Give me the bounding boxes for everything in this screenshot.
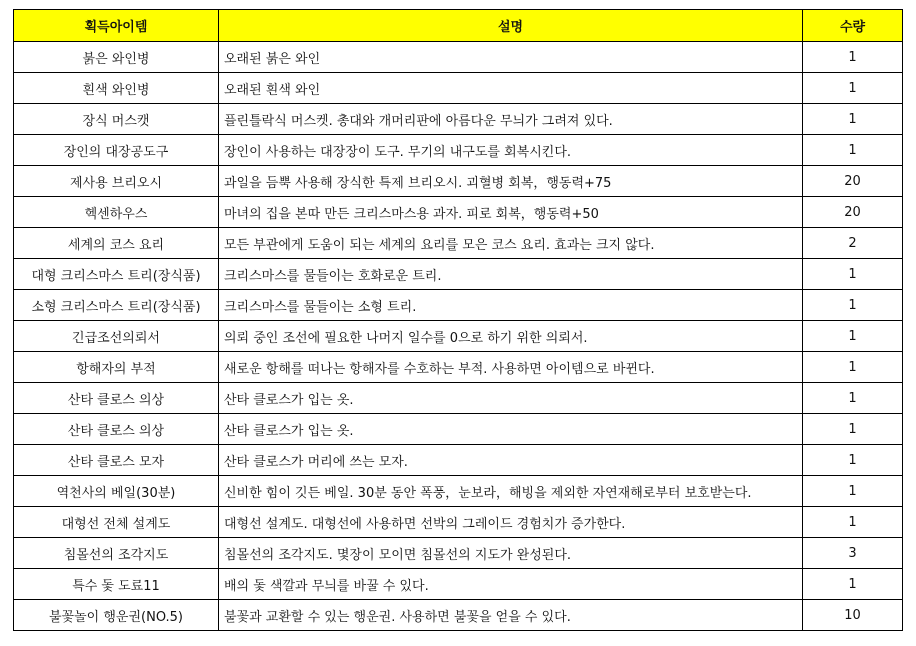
item-quantity-cell: 1 [803, 414, 903, 445]
item-name-cell: 항해자의 부적 [14, 352, 219, 383]
header-quantity: 수량 [803, 10, 903, 42]
table-row [14, 600, 903, 631]
table-row [14, 321, 903, 352]
table-row [14, 42, 903, 73]
item-name-cell: 제사용 브리오시 [14, 166, 219, 197]
item-description-cell: 크리스마스를 물들이는 호화로운 트리. [219, 259, 803, 290]
item-quantity-cell: 1 [803, 321, 903, 352]
table-row [14, 197, 903, 228]
item-description-cell: 플린틀락식 머스켓. 총대와 개머리판에 아름다운 무늬가 그려져 있다. [219, 104, 803, 135]
header-row [14, 10, 903, 42]
item-description-cell: 신비한 힘이 깃든 베일. 30분 동안 폭풍，눈보라，해빙을 제외한 자연재해로부터 보호받는다. [219, 476, 803, 507]
item-name-cell: 산타 클로스 의상 [14, 383, 219, 414]
item-name-cell: 대형선 전체 설계도 [14, 507, 219, 538]
item-description-cell: 산타 클로스가 입는 옷. [219, 383, 803, 414]
table-row [14, 166, 903, 197]
item-name-cell: 산타 클로스 의상 [14, 414, 219, 445]
item-description-cell: 과일을 듬뿍 사용해 장식한 특제 브리오시. 괴혈병 회복，행동력+75 [219, 166, 803, 197]
table-row [14, 104, 903, 135]
item-quantity-cell: 1 [803, 476, 903, 507]
item-quantity-cell: 1 [803, 290, 903, 321]
item-name-cell: 헥센하우스 [14, 197, 219, 228]
table-row [14, 476, 903, 507]
item-quantity-cell: 1 [803, 383, 903, 414]
header-item-name: 획득아이템 [14, 10, 219, 42]
item-name-cell: 침몰선의 조각지도 [14, 538, 219, 569]
item-description-cell: 의뢰 중인 조선에 필요한 나머지 일수를 0으로 하기 위한 의뢰서. [219, 321, 803, 352]
table-row [14, 414, 903, 445]
item-name-cell: 흰색 와인병 [14, 73, 219, 104]
item-description-cell: 오래된 붉은 와인 [219, 42, 803, 73]
item-quantity-cell: 1 [803, 445, 903, 476]
item-description-cell: 장인이 사용하는 대장장이 도구. 무기의 내구도를 회복시킨다. [219, 135, 803, 166]
item-quantity-cell: 1 [803, 135, 903, 166]
item-quantity-cell: 1 [803, 569, 903, 600]
item-name-cell: 산타 클로스 모자 [14, 445, 219, 476]
item-name-cell: 장식 머스캣 [14, 104, 219, 135]
item-quantity-cell: 1 [803, 507, 903, 538]
item-name-cell: 불꽃놀이 행운권(NO.5) [14, 600, 219, 631]
item-description-cell: 배의 돛 색깔과 무늬를 바꿀 수 있다. [219, 569, 803, 600]
item-name-cell: 역천사의 베일(30분) [14, 476, 219, 507]
table-row [14, 507, 903, 538]
table-row [14, 445, 903, 476]
table-row [14, 569, 903, 600]
item-description-cell: 새로운 항해를 떠나는 항해자를 수호하는 부적. 사용하면 아이템으로 바뀐다. [219, 352, 803, 383]
item-description-cell: 모든 부관에게 도움이 되는 세계의 요리를 모은 코스 요리. 효과는 크지 않다. [219, 228, 803, 259]
item-quantity-cell: 1 [803, 42, 903, 73]
item-quantity-cell: 10 [803, 600, 903, 631]
table-row [14, 290, 903, 321]
item-description-cell: 산타 클로스가 머리에 쓰는 모자. [219, 445, 803, 476]
table-row [14, 259, 903, 290]
item-description-cell: 불꽃과 교환할 수 있는 행운권. 사용하면 불꽃을 얻을 수 있다. [219, 600, 803, 631]
item-table [13, 9, 903, 631]
item-description-cell: 산타 클로스가 입는 옷. [219, 414, 803, 445]
item-quantity-cell: 3 [803, 538, 903, 569]
item-name-cell: 붉은 와인병 [14, 42, 219, 73]
item-name-cell: 대형 크리스마스 트리(장식품) [14, 259, 219, 290]
item-quantity-cell: 1 [803, 73, 903, 104]
header-description: 설명 [219, 10, 803, 42]
item-name-cell: 세계의 코스 요리 [14, 228, 219, 259]
item-quantity-cell: 1 [803, 104, 903, 135]
table-row [14, 73, 903, 104]
item-description-cell: 대형선 설계도. 대형선에 사용하면 선박의 그레이드 경험치가 증가한다. [219, 507, 803, 538]
table-row [14, 352, 903, 383]
item-quantity-cell: 20 [803, 197, 903, 228]
table-row [14, 228, 903, 259]
table-row [14, 383, 903, 414]
item-name-cell: 특수 돛 도료11 [14, 569, 219, 600]
item-quantity-cell: 2 [803, 228, 903, 259]
item-description-cell: 침몰선의 조각지도. 몇장이 모이면 침몰선의 지도가 완성된다. [219, 538, 803, 569]
table-row [14, 538, 903, 569]
table-row [14, 135, 903, 166]
item-name-cell: 장인의 대장공도구 [14, 135, 219, 166]
table-body [14, 42, 903, 631]
item-quantity-cell: 1 [803, 259, 903, 290]
item-name-cell: 소형 크리스마스 트리(장식품) [14, 290, 219, 321]
item-description-cell: 크리스마스를 물들이는 소형 트리. [219, 290, 803, 321]
item-description-cell: 오래된 흰색 와인 [219, 73, 803, 104]
item-quantity-cell: 20 [803, 166, 903, 197]
item-quantity-cell: 1 [803, 352, 903, 383]
item-name-cell: 긴급조선의뢰서 [14, 321, 219, 352]
item-description-cell: 마녀의 집을 본따 만든 크리스마스용 과자. 피로 회복，행동력+50 [219, 197, 803, 228]
